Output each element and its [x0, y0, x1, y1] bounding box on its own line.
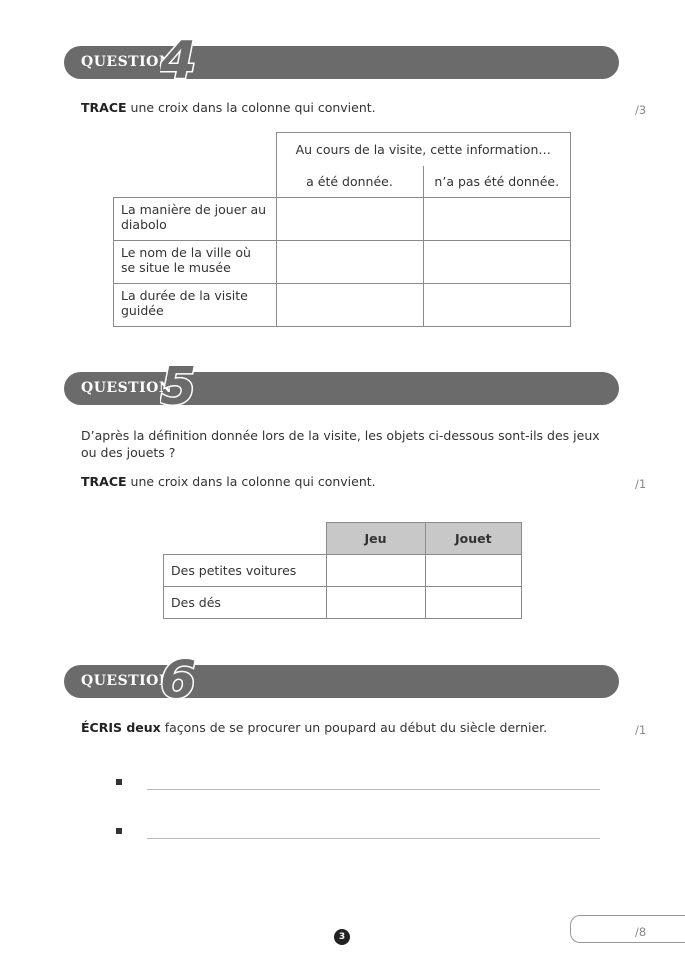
question-5-banner — [64, 362, 619, 408]
table-row — [114, 198, 571, 241]
bullet-icon — [116, 779, 122, 785]
question-4-banner — [64, 36, 619, 82]
question-label: QUESTION — [81, 673, 173, 689]
question-4-table — [113, 132, 571, 327]
question-number-4 — [160, 36, 200, 82]
total-score: /8 — [635, 925, 647, 939]
table-row — [164, 555, 522, 587]
row-label: La durée de la visite guidée — [114, 284, 277, 327]
column-header-jouet: Jouet — [425, 523, 522, 555]
bullet-icon — [116, 828, 122, 834]
column-header-not-given: n’a pas été donnée. — [423, 166, 571, 198]
question-5-score: /1 — [635, 477, 647, 491]
answer-cell[interactable] — [423, 241, 571, 284]
answer-cell[interactable] — [326, 587, 425, 619]
answer-line[interactable] — [147, 838, 600, 839]
answer-cell[interactable] — [425, 555, 522, 587]
answer-cell[interactable] — [276, 241, 423, 284]
total-score-box — [570, 915, 685, 943]
answer-cell[interactable] — [276, 284, 423, 327]
question-label: QUESTION — [81, 54, 173, 70]
row-label: Le nom de la ville où se situe le musée — [114, 241, 277, 284]
row-label: La manière de jouer au diabolo — [114, 198, 277, 241]
answer-cell[interactable] — [423, 198, 571, 241]
svg-text:6: 6 — [160, 655, 197, 701]
row-label: Des dés — [164, 587, 327, 619]
table-header-top: Au cours de la visite, cette information… — [276, 133, 571, 166]
question-6-banner — [64, 655, 619, 701]
answer-cell[interactable] — [276, 198, 423, 241]
question-6-instruction: ÉCRIS deux façons de se procurer un poupard au début du siècle dernier. — [81, 720, 548, 735]
question-5-paragraph: D’après la définition donnée lors de la visite, les objets ci-dessous sont-ils des jeux ou des jouets ? — [81, 428, 600, 460]
question-number-6 — [160, 655, 200, 701]
answer-cell[interactable] — [423, 284, 571, 327]
question-4-instruction: TRACE une croix dans la colonne qui convient. — [81, 100, 376, 115]
column-header-jeu: Jeu — [326, 523, 425, 555]
svg-text:4: 4 — [160, 36, 197, 82]
question-5-table — [163, 522, 522, 619]
answer-line[interactable] — [147, 789, 600, 790]
answer-cell[interactable] — [425, 587, 522, 619]
column-header-given: a été donnée. — [276, 166, 423, 198]
question-4-score: /3 — [635, 103, 647, 117]
answer-cell[interactable] — [326, 555, 425, 587]
question-number-5 — [160, 362, 200, 408]
page-number: 3 — [334, 929, 350, 945]
table-row — [114, 284, 571, 327]
table-row — [114, 241, 571, 284]
row-label: Des petites voitures — [164, 555, 327, 587]
question-6-score: /1 — [635, 723, 647, 737]
question-5-instruction: TRACE une croix dans la colonne qui convient. — [81, 474, 376, 489]
table-row — [164, 587, 522, 619]
question-label: QUESTION — [81, 380, 173, 396]
svg-text:5: 5 — [160, 362, 197, 408]
